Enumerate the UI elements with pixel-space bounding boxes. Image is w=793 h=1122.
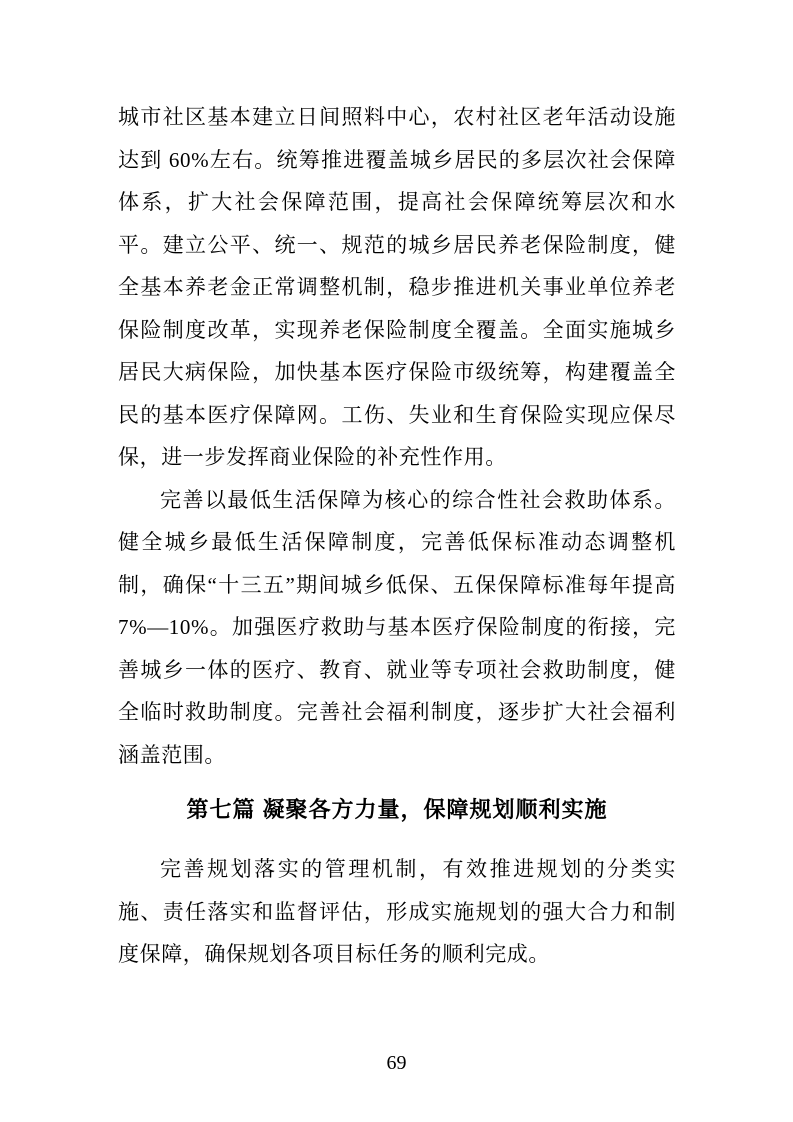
paragraph-social-security-continuation: 城市社区基本建立日间照料中心，农村社区老年活动设施达到 60%左右。统筹推进覆盖城乡居民的多层次社会保障体系，扩大社会保障范围，提高社会保障统筹层次和水平。建立公平、统一、规范的城乡居民养老保险制度，健全基本养老金正常调整机制，稳步推进机关事业单位养老保险制度改革，实现养老保险制度全覆盖。全面实施城乡居民大病保险，加快基本医疗保险市级统筹，构建覆盖全民的基本医疗保障网。工伤、失业和生育保险实现应保尽保，进一步发挥商业保险的补充性作用。 [118, 105, 676, 469]
paragraph-plan-implementation: 完善规划落实的管理机制，有效推进规划的分类实施、责任落实和监督评估，形成实施规划的强大合力和制度保障，确保规划各项目标任务的顺利完成。 [118, 857, 676, 966]
section-heading-part-seven: 第七篇 凝聚各方力量，保障规划顺利实施 [186, 797, 608, 822]
text-block [118, 96, 676, 976]
paragraph-social-assistance: 完善以最低生活保障为核心的综合性社会救助体系。健全城乡最低生活保障制度，完善低保标准动态调整机制，确保“十三五”期间城乡低保、五保保障标准每年提高 7%—10%。加强医疗救助与基本医疗保险制度的衔接，完善城乡一体的医疗、教育、就业等专项社会救助制度，健全临时救助制度。完善社会福利制度，逐步扩大社会福利涵盖范围。 [118, 487, 676, 767]
page-number: 69 [386, 1052, 407, 1074]
